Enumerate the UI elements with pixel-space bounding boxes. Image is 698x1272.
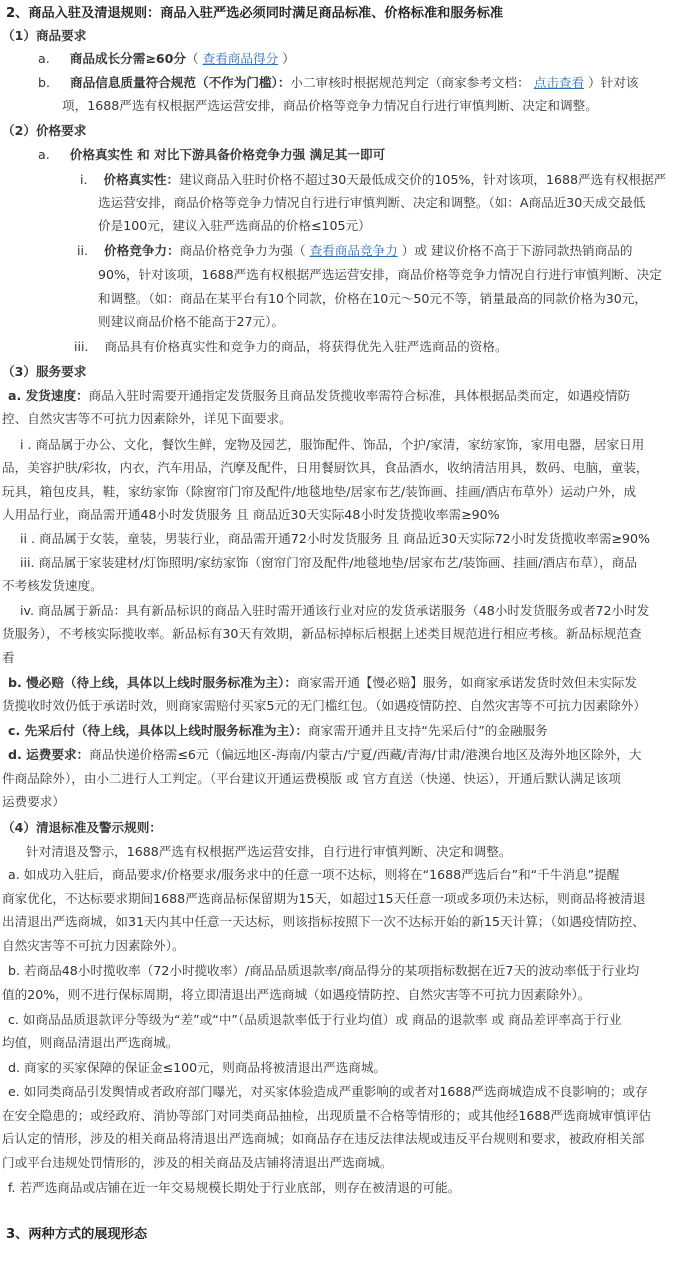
exit-rule-b: b. 若商品48小时揽收率（72小时揽收率）/商品品质退款率/商品得分的某项指标数据在近7天的波动率低于行业均 xyxy=(8,963,640,978)
list-marker: ii. xyxy=(77,243,89,258)
product-req-a: a. 商品成长分需≥60分（ 查看商品得分 ） xyxy=(38,51,295,66)
section-heading: 2、商品入驻及清退规则：商品入驻严选必须同时满足商品标准、价格标准和服务标准 xyxy=(6,6,504,21)
service-req-c: c. 先采后付（待上线，具体以上线时服务标准为主）：商家需开通并且支持“先采后付”的金融服务 xyxy=(8,723,548,738)
list-marker: iii. xyxy=(74,339,89,354)
exit-rule-c: c. 如商品品质退款评分等级为“差”或“中”（品质退款率低于行业均值）或 商品的退款率 或 商品差评率高于行业 xyxy=(8,1012,622,1027)
info-quality-requirement: 商品信息质量符合规范（不作为门槛）： xyxy=(70,75,291,90)
rules-document: 2、商品入驻及清退规则：商品入驻严选必须同时满足商品标准、价格标准和服务标准 （1）商品要求 a. 商品成长分需≥60分（ 查看商品得分 ） b. 商品信息质量符合规范（不作为门槛）：小二审核时根据规范判定（商家参考文档： 点击查看 ）针对该 项，1688严选有权根据严选运营安排，商品价格等竞争力情况自行进行审慎判断、决定和调整。 （2）价格要求 a. 价格真实性 和 对比下游具备价格竞争力强 满足其一即可 i. 价格真实性：建议商品入驻时价格不超过30天最低成交价的105%，针对该项，1688严选有权根据严 选运营安排，商品价格等竞争力情况自行进行审慎判断、决定和调整。（如：A商品近30天成交最低 价是100元，建议入驻严选商品的价格≤105元） ii. 价格竞争力：商品价格竞争力为强（ 查看商品竞争力 ）或 建议价格不高于下游同款热销商品的 90%，针对该项，1688严选有权根据严选运营安排，商品价格等竞争力情况自行进行审慎判断、决定 和调整。（如：商品在某平台有10个同款，价格在10元～50元不等，销量最高的同款价格为30元， 则建议商品价格不能高于27元）。 iii. 商品具有价格真实性和竞争力的商品，将获得优先入驻严选商品的资格。 （3）服务要求 a. 发货速度：商品入驻时需要开通指定发货服务且商品发货揽收率需符合标准，具体根据品类而定，如遇疫情防 控、自然灾害等不可抗力因素除外，详见下面要求。 i . 商品属于办公、文化，餐饮生鲜，宠物及园艺，服饰配件、饰品，个护/家清，家纺家饰，家用电器，居家日用 品，美容护肤/彩妆，内衣，汽车用品，汽摩及配件，日用餐厨饮具，食品酒水，收纳清洁用具，数码、电脑，童装， 玩具，箱包皮具，鞋，家纺家饰（除窗帘门帘及配件/地毯地垫/居家布艺/装饰画、挂画/酒店布草外）运动户外，成 人用品行业，商品需开通48小时发货服务 且 商品近30天实际48小时发货揽收率需≥90% ii . 商品属于女装，童装，男装行业，商品需开通72小时发货服务 且 商品近30天实际72小时发货揽收率需≥90% iii. 商品属于家装建材/灯饰照明/家纺家饰（窗帘门帘及配件/地毯地垫/居家布艺/装饰画、挂画/酒店布草），商品 不考核发货速度。 iv. 商品属于新品：具有新品标识的商品入驻时需开通该行业对应的发货承诺服务（48小时发货服务或者72小时发 货服务），不考核实际揽收率。新品标有30天有效期，新品标掉标后根据上述类目规范进行相应考核。新品标规范查 看 b. 慢必赔（待上线，具体以上线时服务标准为主）：商家需开通【慢必赔】服务，如商家承诺发货时效但未实际发 货揽收时效仍低于承诺时效，则商家需赔付买家5元的无门槛红包。（如遇疫情防控、自然灾害等不可抗力因素除外） c. 先采后付（待上线，具体以上线时服务标准为主）：商家需开通并且支持“先采后付”的金融服务 d. 运费要求：商品快递价格需≤6元（偏远地区-海南/内蒙古/宁夏/西藏/青海/甘肃/港澳台地区及海外地区除外，大 件商品除外），由小二进行人工判定。（平台建议开通运费模版 或 官方直送（快递、快运），开通后默认满足该项 运费要求） （4）清退标准及警示规则： 针对清退及警示，1688严选有权根据严选运营安排，自行进行审慎判断、决定和调整。 a. 如成功入驻后，商品要求/价格要求/服务求中的任意一项不达标，则将在“1688严选后台”和“千牛消息”提醒 商家优化，不达标要求期间1688严选商品标保留期为15天，如超过15天任意一项或多项仍未达标，则商品将被清退 出清退出严选商城，如31天内其中任意一天达标，则该指标按照下一次不达标开始的新15天计算；（如遇疫情防控、 自然灾害等不可抗力因素除外）。 b. 若商品48小时揽收率（72小时揽收率）/商品品质退款率/商品得分的某项指标数据在近7天的波动率低于行业均 值的20%，则不进行保标周期，将立即清退出严选商城（如遇疫情防控、自然灾害等不可抗力因素除外）。 c. 如商品品质退款评分等级为“差”或“中”（品质退款率低于行业均值）或 商品的退款率 或 商品差评率高于行业 均值，则商品清退出严选商城。 d. 商家的买家保障的保证金≤100元，则商品将被清退出严选商城。 e. 如同类商品引发舆情或者政府部门曝光，对买家体验造成严重影响的或者对1688严选商城造成不良影响的；或存 在安全隐患的；或经政府、消协等部门对同类商品抽检，出现质量不合格等情形的；或其他经1688严选商城审慎评估 后认定的情形，涉及的相关商品将清退出严选商城；如商品存在违反法律法规或违反平台规则和要求，被政府相关部 门或平台违规处罚情形的，涉及的相关商品及店铺将清退出严选商城。 f. 若严选商品或店铺在近一年交易规模长期处于行业底部，则存在被清退的可能。 3、两种方式的展现形态 xyxy=(0,0,698,1272)
next-section-heading: 3、两种方式的展现形态 xyxy=(6,1227,148,1242)
product-requirements-title: （1）商品要求 xyxy=(2,28,87,43)
exit-rule-d: d. 商家的买家保障的保证金≤100元，则商品将被清退出严选商城。 xyxy=(8,1060,387,1075)
exit-rules-intro: 针对清退及警示，1688严选有权根据严选运营安排，自行进行审慎判断、决定和调整。 xyxy=(26,844,512,859)
exit-rule-f: f. 若严选商品或店铺在近一年交易规模长期处于行业底部，则存在被清退的可能。 xyxy=(8,1180,461,1195)
growth-score-requirement: 商品成长分需≥60分 xyxy=(69,51,186,66)
service-req-d: d. 运费要求：商品快递价格需≤6元（偏远地区-海南/内蒙古/宁夏/西藏/青海/甘肃/港澳台地区及海外地区除外，大 xyxy=(8,747,642,762)
service-requirements-title: （3）服务要求 xyxy=(2,364,87,379)
list-marker: a. xyxy=(38,51,50,66)
exit-rule-e: e. 如同类商品引发舆情或者政府部门曝光，对买家体验造成严重影响的或者对1688严选商城造成不良影响的；或存 xyxy=(8,1084,648,1099)
service-req-a: a. 发货速度：商品入驻时需要开通指定发货服务且商品发货揽收率需符合标准，具体根据品类而定，如遇疫情防 xyxy=(8,388,631,403)
price-req-ii: ii. 价格竞争力：商品价格竞争力为强（ 查看商品竞争力 ）或 建议价格不高于下游同款热销商品的 xyxy=(77,243,633,258)
click-view-link[interactable]: 点击查看 xyxy=(533,75,585,90)
view-product-score-link[interactable]: 查看商品得分 xyxy=(202,51,279,66)
service-req-a-iv: iv. 商品属于新品：具有新品标识的商品入驻时需开通该行业对应的发货承诺服务（48小时发货服务或者72小时发 xyxy=(20,603,650,618)
price-requirements-title: （2）价格要求 xyxy=(2,123,87,138)
list-marker: b. xyxy=(38,75,50,90)
exit-rules-title: （4）清退标准及警示规则： xyxy=(2,820,162,835)
list-marker: i. xyxy=(80,172,88,187)
view-competitiveness-link[interactable]: 查看商品竞争力 xyxy=(309,243,398,258)
product-req-b: b. 商品信息质量符合规范（不作为门槛）：小二审核时根据规范判定（商家参考文档： 点击查看 ）针对该 xyxy=(38,75,639,90)
service-req-b: b. 慢必赔（待上线，具体以上线时服务标准为主）：商家需开通【慢必赔】服务，如商家承诺发货时效但未实际发 xyxy=(8,675,637,690)
service-req-a-i: i . 商品属于办公、文化，餐饮生鲜，宠物及园艺，服饰配件、饰品，个护/家清，家纺家饰，家用电器，居家日用 xyxy=(20,437,645,452)
price-req-iii: iii. 商品具有价格真实性和竞争力的商品，将获得优先入驻严选商品的资格。 xyxy=(74,339,508,354)
exit-rule-a: a. 如成功入驻后，商品要求/价格要求/服务求中的任意一项不达标，则将在“1688严选后台”和“千牛消息”提醒 xyxy=(8,867,620,882)
service-req-a-ii: ii . 商品属于女装，童装，男装行业，商品需开通72小时发货服务 且 商品近30天实际72小时发货揽收率需≥90% xyxy=(20,531,650,546)
list-marker: a. xyxy=(38,147,50,162)
service-req-a-iii: iii. 商品属于家装建材/灯饰照明/家纺家饰（窗帘门帘及配件/地毯地垫/居家布艺/装饰画、挂画/酒店布草），商品 xyxy=(20,555,637,570)
price-req-i: i. 价格真实性：建议商品入驻时价格不超过30天最低成交价的105%，针对该项，1688严选有权根据严 xyxy=(80,172,667,187)
product-req-b-cont: 项，1688严选有权根据严选运营安排，商品价格等竞争力情况自行进行审慎判断、决定和调整。 xyxy=(62,98,598,113)
price-req-a: a. 价格真实性 和 对比下游具备价格竞争力强 满足其一即可 xyxy=(38,147,386,162)
